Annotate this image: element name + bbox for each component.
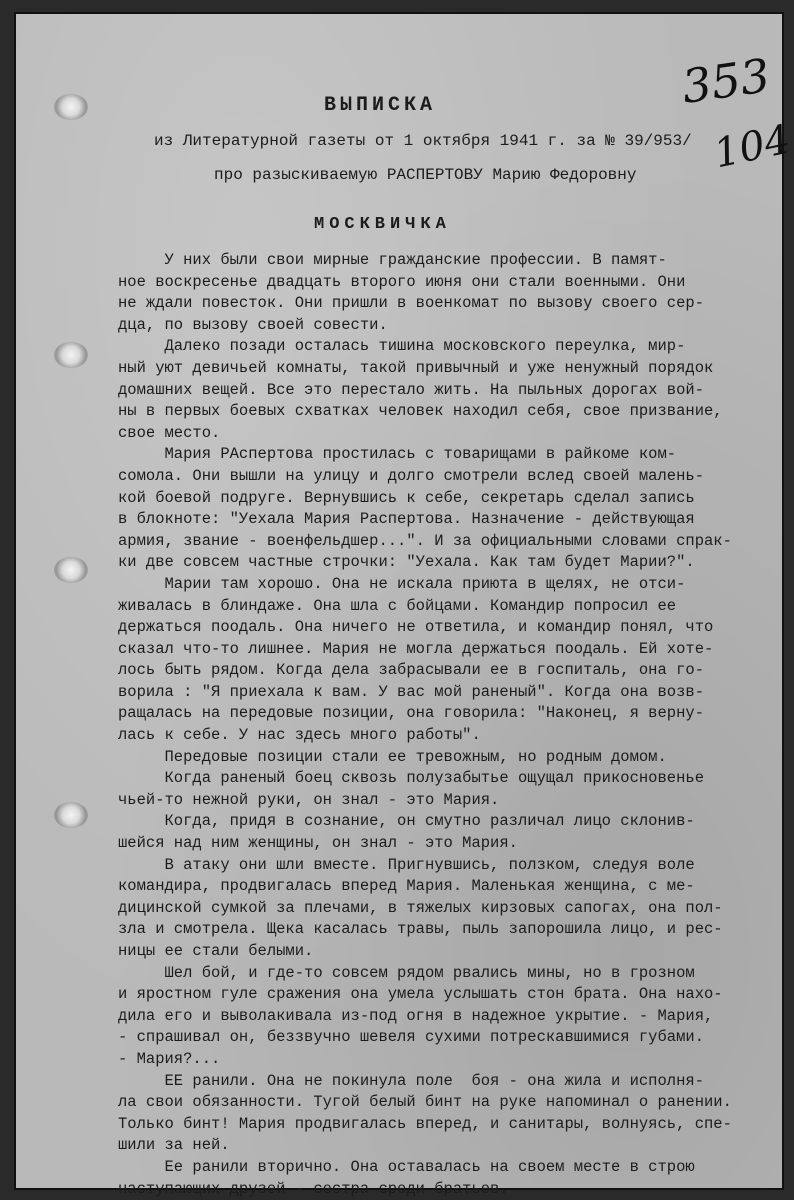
body-line: домашних вещей. Все это перестало жить. На пыльных дорогах вой-: [118, 380, 704, 399]
body-line: командира, продвигалась вперед Мария. Маленькая женщина, с ме-: [118, 877, 695, 896]
body-line: наступающих друзей - сестра среди братьев.: [118, 1179, 509, 1198]
body-line: Мария РАспертова простилась с товарищами в райкоме ком-: [118, 445, 677, 464]
body-line: лась к себе. У нас здесь много работы".: [118, 726, 481, 745]
punch-hole: [54, 557, 88, 583]
article-body: [118, 250, 794, 1200]
body-line: Марии там хорошо. Она не искала приюта в щелях, не отси-: [118, 574, 686, 593]
body-line: ны в первых боевых схватках человек находил себя, свое призвание,: [118, 402, 723, 421]
body-line: Передовые позиции стали ее тревожным, но родным домом.: [118, 747, 667, 766]
body-line: Когда, придя в сознание, он смутно различал лицо склонив-: [118, 812, 695, 831]
body-line: сомола. Они вышли на улицу и долго смотрели вслед своей малень-: [118, 466, 704, 485]
body-line: ное воскресенье двадцать второго июня они стали военными. Они: [118, 272, 686, 291]
body-line: сказал что-то лишнее. Мария не могла держаться поодаль. Ей хоте-: [118, 639, 714, 658]
body-line: В атаку они шли вместе. Пригнувшись, ползком, следуя воле: [118, 855, 695, 874]
punch-hole: [54, 94, 88, 120]
body-line: ный уют девичьей комнаты, такой привычный и уже ненужный порядок: [118, 358, 714, 377]
body-line: свое место.: [118, 423, 221, 442]
body-line: чьей-то нежной руки, он знал - это Мария.: [118, 790, 500, 809]
body-line: - Мария?...: [118, 1049, 221, 1068]
handwritten-number-bottom: 104: [710, 116, 794, 178]
punch-hole: [54, 342, 88, 368]
body-line: зла и смотрела. Щека касалась травы, пыль запорошила лицо, и рес-: [118, 920, 723, 939]
body-line: Только бинт! Мария продвигалась вперед, и санитары, волнуясь, спе-: [118, 1114, 732, 1133]
body-line: дила его и выволакивала из-под огня в надежное укрытие. - Мария,: [118, 1006, 714, 1025]
document-page: [14, 12, 794, 1198]
body-line: ращалась на передовые позиции, она говорила: "Наконец, я верну-: [118, 704, 704, 723]
body-line: ки две совсем частные строчки: "Уехала. Как там будет Марии?".: [118, 553, 695, 572]
handwritten-number-top: 353: [678, 48, 774, 114]
body-line: ЕЕ ранили. Она не покинула поле боя - она жила и исполня-: [118, 1071, 704, 1090]
source-line: из Литературной газеты от 1 октября 1941 г. за № 39/953/: [154, 132, 692, 150]
body-line: шили за ней.: [118, 1136, 230, 1155]
article-title: МОСКВИЧКА: [314, 215, 451, 234]
body-line: живалась в блиндаже. Она шла с бойцами. Командир попросил ее: [118, 596, 677, 615]
body-line: ницы ее стали белыми.: [118, 942, 314, 960]
body-line: армия, звание - военфельдшер...". И за официальными словами спрак-: [118, 531, 732, 550]
body-line: не ждали повесток. Они пришли в военкомат по вызову своего сер-: [118, 294, 704, 313]
body-line: У них были свои мирные гражданские профессии. В памят-: [118, 251, 667, 269]
body-line: - спрашивал он, беззвучно шевеля сухими потрескавшимися губами.: [118, 1028, 704, 1047]
body-line: Когда раненый боец сквозь полузабытье ощущал прикосновенье: [118, 769, 704, 788]
subject-line: про разыскиваемую РАСПЕРТОВУ Марию Федоровну: [214, 166, 637, 184]
body-line: в блокноте: "Уехала Мария Распертова. Назначение - действующая: [118, 510, 695, 529]
body-line: шейся над ним женщины, он знал - это Мария.: [118, 834, 518, 853]
body-line: ла свои обязанности. Тугой белый бинт на руке напоминал о ранении.: [118, 1093, 732, 1112]
body-line: дца, по вызову своей совести.: [118, 315, 388, 334]
body-line: Далеко позади осталась тишина московского переулка, мир-: [118, 337, 686, 356]
body-line: держаться поодаль. Она ничего не ответила, и командир понял, что: [118, 618, 714, 637]
body-line: кой боевой подруге. Вернувшись к себе, секретарь сделал запись: [118, 488, 695, 507]
body-line: Ее ранили вторично. Она оставалась на своем месте в строю: [118, 1157, 695, 1176]
punch-hole: [54, 802, 88, 828]
body-line: и яростном гуле сражения она умела услышать стон брата. Она нахо-: [118, 985, 723, 1004]
document-title: ВЫПИСКА: [324, 94, 437, 117]
body-line: ворила : "Я приехала к вам. У вас мой раненый". Когда она возв-: [118, 682, 704, 701]
body-line: Шел бой, и где-то совсем рядом рвались мины, но в грозном: [118, 963, 695, 982]
body-line: лось быть рядом. Когда дела забрасывали ее в госпиталь, она го-: [118, 661, 704, 680]
body-line: дицинской сумкой за плечами, в тяжелых кирзовых сапогах, она пол-: [118, 898, 723, 917]
